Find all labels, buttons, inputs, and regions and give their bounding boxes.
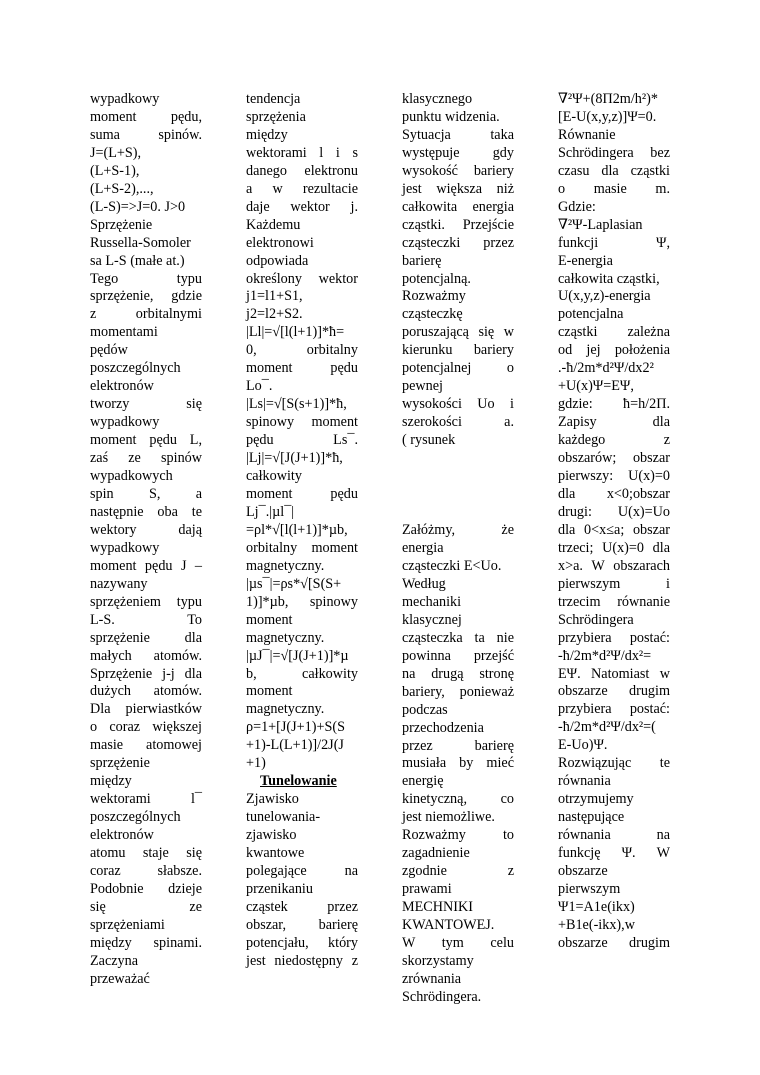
text-line: podczas: [402, 701, 448, 718]
text-line: zgodnie z: [402, 863, 514, 880]
text-line: energia: [402, 540, 444, 557]
text-line: się ze: [90, 898, 202, 915]
text-line: spin S, a: [90, 485, 202, 502]
text-line: Russella-Somoler: [90, 234, 191, 251]
text-line: (L+S-1),: [90, 162, 140, 179]
text-line: z orbitalnymi: [90, 306, 202, 323]
text-line: +1)-L(L+1)]/2J(J: [246, 737, 344, 754]
text-line: moment: [246, 611, 293, 628]
text-line: bariery, ponieważ: [402, 683, 514, 700]
text-line: tendencja: [246, 91, 301, 107]
text-line: momentami: [90, 324, 158, 341]
text-line: |Ll|=√[l(l+1)]*ħ=: [246, 324, 345, 341]
text-line: następnie oba te: [90, 503, 202, 520]
text-line: =ρl*√[l(l+1)]*µb,: [246, 521, 348, 538]
text-line: trzecim równanie: [558, 593, 670, 610]
text-line: masie atomowej: [90, 737, 202, 754]
text-line: E-Uo)Ψ.: [558, 737, 608, 754]
text-line: Schrödingera: [558, 611, 634, 628]
text-column-1: [90, 91, 202, 989]
text-line: równania: [558, 773, 611, 790]
text-line: [E-U(x,y,z)]Ψ=0.: [558, 108, 657, 125]
text-line: Rozwiązując te: [558, 755, 670, 772]
text-line: L-S. To: [90, 611, 202, 628]
text-line: magnetyczny.: [246, 629, 325, 646]
text-line: U(x,y,z)-energia: [558, 288, 651, 305]
text-line: moment pędu: [246, 485, 358, 502]
text-line: sprzężenie, gdzie: [90, 288, 202, 305]
text-column-3: [402, 91, 514, 1007]
text-line: przechodzenia: [402, 719, 484, 736]
text-line: wypadkowych: [90, 468, 173, 485]
text-line: przenikaniu: [246, 880, 313, 897]
text-line: potencjalnej o: [402, 360, 514, 377]
text-line: od jej położenia: [558, 342, 670, 359]
text-line: 1)]*µb, spinowy: [246, 593, 358, 610]
blank-space: [402, 486, 514, 522]
text-line: W tym celu: [402, 934, 514, 951]
text-line: Sprzężenie j-j dla: [90, 665, 202, 682]
text-line: j2=l2+S2.: [246, 306, 303, 323]
text-line: (L+S-2),...,: [90, 180, 154, 197]
text-line: Sytuacja taka: [402, 126, 514, 143]
text-line: magnetyczny.: [246, 701, 325, 718]
text-line: potencjalną.: [402, 270, 471, 287]
text-line: odpowiada: [246, 252, 309, 269]
text-line: |µs¯|=ρs*√[S(S+: [246, 575, 342, 592]
text-line: mechaniki: [402, 593, 462, 610]
text-line: -ħ/2m*d²Ψ/dx²=(: [558, 719, 656, 736]
text-line: sprzężenie: [90, 755, 150, 772]
blank-space: [402, 450, 514, 486]
text-line: poszczególnych: [90, 809, 181, 826]
text-line: EΨ. Natomiast w: [558, 665, 670, 682]
section-heading: Tunelowanie: [260, 773, 337, 790]
text-line: funkcję Ψ. W: [558, 845, 670, 862]
text-line: dużych atomów.: [90, 683, 202, 700]
text-line: musiała by mieć: [402, 755, 514, 772]
text-line: ∇²Ψ+(8Π2m/h²)*: [558, 91, 658, 107]
text-line: wektorami l¯: [90, 791, 202, 808]
text-line: sprzężenia: [246, 108, 306, 125]
text-line: cząsteczka ta nie: [402, 629, 514, 646]
text-line: czasu dla cząstki: [558, 162, 670, 179]
text-line: każdego z: [558, 432, 670, 449]
text-line: kierunku bariery: [402, 342, 514, 359]
text-line: cząstki. Przejście: [402, 216, 514, 233]
text-line: ( rysunek: [402, 432, 456, 449]
text-line: zaś ze spinów: [90, 450, 202, 467]
text-line: Równanie: [558, 126, 616, 143]
text-line: potencjału, który: [246, 934, 358, 951]
text-line: Schrödingera bez: [558, 144, 670, 161]
text-line: ∇²Ψ-Laplasian: [558, 216, 643, 233]
text-line: sa L-S (małe at.): [90, 252, 185, 269]
text-line: spinowy moment: [246, 414, 358, 431]
text-line: tunelowania-: [246, 809, 321, 826]
text-line: poszczególnych: [90, 360, 181, 377]
text-line: sprzężeniem typu: [90, 593, 202, 610]
text-line: danego elektronu: [246, 162, 358, 179]
text-line: elektronów: [90, 378, 154, 395]
text-line: .-ħ/2m*d²Ψ/dx2²: [558, 360, 654, 377]
text-line: funkcji Ψ,: [558, 234, 670, 251]
text-line: suma spinów.: [90, 126, 202, 143]
text-line: wektorami l i s: [246, 144, 358, 161]
text-line: moment pędu L,: [90, 432, 202, 449]
text-line: pierwszym: [558, 880, 621, 897]
text-column-4: [558, 91, 670, 953]
text-line: pierwszy: U(x)=0: [558, 468, 670, 485]
text-line: skorzystamy: [402, 952, 474, 969]
text-line: cząsteczkę: [402, 306, 463, 323]
text-column-2: [246, 91, 358, 971]
text-line: równania na: [558, 827, 670, 844]
text-line: x>a. W obszarach: [558, 557, 670, 574]
text-line: wysokości Uo i: [402, 396, 514, 413]
text-line: wysokość bariery: [402, 162, 514, 179]
text-line: powinna przejść: [402, 647, 514, 664]
text-line: |µJ¯|=√[J(J+1)]*µ: [246, 647, 349, 664]
text-line: dla x<0;obszar: [558, 485, 670, 502]
text-line: obszar, barierę: [246, 916, 358, 933]
text-line: o coraz większej: [90, 719, 202, 736]
text-line: (L-S)=>J=0. J>0: [90, 198, 186, 215]
text-line: +B1e(-ikx),w: [558, 916, 635, 933]
text-line: otrzymujemy: [558, 791, 634, 808]
text-line: między spinami.: [90, 934, 202, 951]
text-line: szerokości a.: [402, 414, 514, 431]
text-line: moment pędu: [246, 360, 358, 377]
text-line: +1): [246, 755, 266, 772]
text-line: Zjawisko: [246, 791, 299, 808]
text-line: występuje gdy: [402, 144, 514, 161]
text-line: jest niedostępny z: [246, 952, 358, 969]
text-line: a w rezultacie: [246, 180, 358, 197]
text-line: moment pędu,: [90, 108, 202, 125]
text-line: moment pędu J –: [90, 557, 202, 574]
text-line: tworzy się: [90, 396, 202, 413]
text-line: małych atomów.: [90, 647, 202, 664]
text-line: pewnej: [402, 378, 443, 395]
text-line: cząstek przez: [246, 898, 358, 915]
text-line: przybiera postać:: [558, 701, 670, 718]
text-line: drugi: U(x)=Uo: [558, 503, 670, 520]
text-line: przez barierę: [402, 737, 514, 754]
text-line: j1=l1+S1,: [246, 288, 303, 305]
text-line: wypadkowy: [90, 414, 160, 431]
text-line: gdzie: ħ=h/2Π.: [558, 396, 670, 413]
text-line: +U(x)Ψ=EΨ,: [558, 378, 634, 395]
text-line: wektory dają: [90, 521, 202, 538]
text-line: Dla pierwiastków: [90, 701, 202, 718]
text-line: całkowita cząstki,: [558, 270, 660, 287]
text-line: jest niemożliwe.: [402, 809, 495, 826]
text-line: obszarów; obszar: [558, 450, 670, 467]
text-line: Lo¯.: [246, 378, 273, 395]
text-line: Rozważmy to: [402, 827, 514, 844]
text-line: o masie m.: [558, 180, 670, 197]
text-line: klasycznego: [402, 91, 473, 107]
text-line: MECHNIKI: [402, 899, 473, 916]
text-line: J=(L+S),: [90, 144, 142, 161]
text-line: kinetyczną, co: [402, 791, 514, 808]
text-line: pierwszym i: [558, 575, 670, 592]
text-line: -ħ/2m*d²Ψ/dx²=: [558, 647, 652, 664]
text-line: zagadnienie: [402, 845, 470, 862]
text-line: orbitalny moment: [246, 539, 358, 556]
text-line: potencjalna: [558, 306, 624, 323]
text-line: Załóżmy, że: [402, 522, 514, 539]
text-line: wypadkowy: [90, 91, 160, 107]
text-line: ρ=1+[J(J+1)+S(S: [246, 719, 345, 736]
text-line: 0, orbitalny: [246, 342, 358, 359]
text-line: Gdzie:: [558, 198, 596, 215]
text-line: wypadkowy: [90, 539, 160, 556]
text-line: Każdemu: [246, 216, 301, 233]
text-line: b, całkowity: [246, 665, 358, 682]
text-line: polegające na: [246, 862, 358, 879]
text-line: następujące: [558, 809, 625, 826]
text-line: Zapisy dla: [558, 414, 670, 431]
text-line: E-energia: [558, 252, 613, 269]
text-line: Zaczyna: [90, 952, 139, 969]
text-line: zjawisko: [246, 827, 297, 844]
text-line: całkowita energia: [402, 198, 514, 215]
text-line: klasycznej: [402, 611, 462, 628]
text-line: moment: [246, 683, 293, 700]
text-line: zrównania: [402, 970, 462, 987]
text-line: Rozważmy: [402, 288, 466, 305]
text-line: między: [246, 126, 288, 143]
text-line: trzeci; U(x)=0 dla: [558, 539, 670, 556]
text-line: pędów: [90, 342, 128, 359]
text-line: energię: [402, 773, 444, 790]
text-line: prawami: [402, 881, 452, 898]
text-line: coraz słabsze.: [90, 862, 202, 879]
text-line: przybiera postać:: [558, 629, 670, 646]
text-line: między: [90, 773, 132, 790]
text-line: Schrödingera.: [402, 988, 482, 1005]
text-line: określony wektor: [246, 270, 358, 287]
text-line: przeważać: [90, 970, 150, 987]
text-line: barierę: [402, 252, 442, 269]
text-line: Lj¯.|µl¯|: [246, 503, 295, 520]
text-line: cząstki zależna: [558, 324, 670, 341]
text-line: daje wektor j.: [246, 198, 358, 215]
text-line: Według: [402, 575, 446, 592]
text-line: obszarze drugim: [558, 934, 670, 951]
text-line: jest większa niż: [402, 180, 514, 197]
text-line: cząsteczki E<Uo.: [402, 557, 502, 574]
text-line: pędu Ls¯.: [246, 432, 358, 449]
text-line: dla 0<x≤a; obszar: [558, 521, 670, 538]
text-line: magnetyczny.: [246, 557, 325, 574]
text-line: Ψ1=A1e(ikx): [558, 898, 635, 915]
text-line: obszarze: [558, 862, 608, 879]
text-line: poruszającą się w: [402, 324, 514, 341]
text-line: elektronowi: [246, 234, 314, 251]
text-line: |Lj|=√[J(J+1)]*ħ,: [246, 450, 343, 467]
text-line: KWANTOWEJ.: [402, 917, 495, 934]
text-line: Tego typu: [90, 270, 202, 287]
text-line: całkowity: [246, 468, 302, 485]
text-line: nazywany: [90, 575, 148, 592]
text-line: atomu staje się: [90, 845, 202, 862]
text-line: cząsteczki przez: [402, 234, 514, 251]
text-line: sprzężenie dla: [90, 629, 202, 646]
text-line: punktu widzenia.: [402, 108, 500, 125]
text-line: obszarze drugim: [558, 683, 670, 700]
text-line: elektronów: [90, 827, 154, 844]
text-line: Sprzężenie: [90, 216, 153, 233]
text-line: kwantowe: [246, 845, 305, 862]
text-line: Podobnie dzieje: [90, 880, 202, 897]
text-line: sprzężeniami: [90, 916, 165, 933]
text-line: |Ls|=√[S(s+1)]*ħ,: [246, 396, 347, 413]
text-line: na drugą stronę: [402, 665, 514, 682]
